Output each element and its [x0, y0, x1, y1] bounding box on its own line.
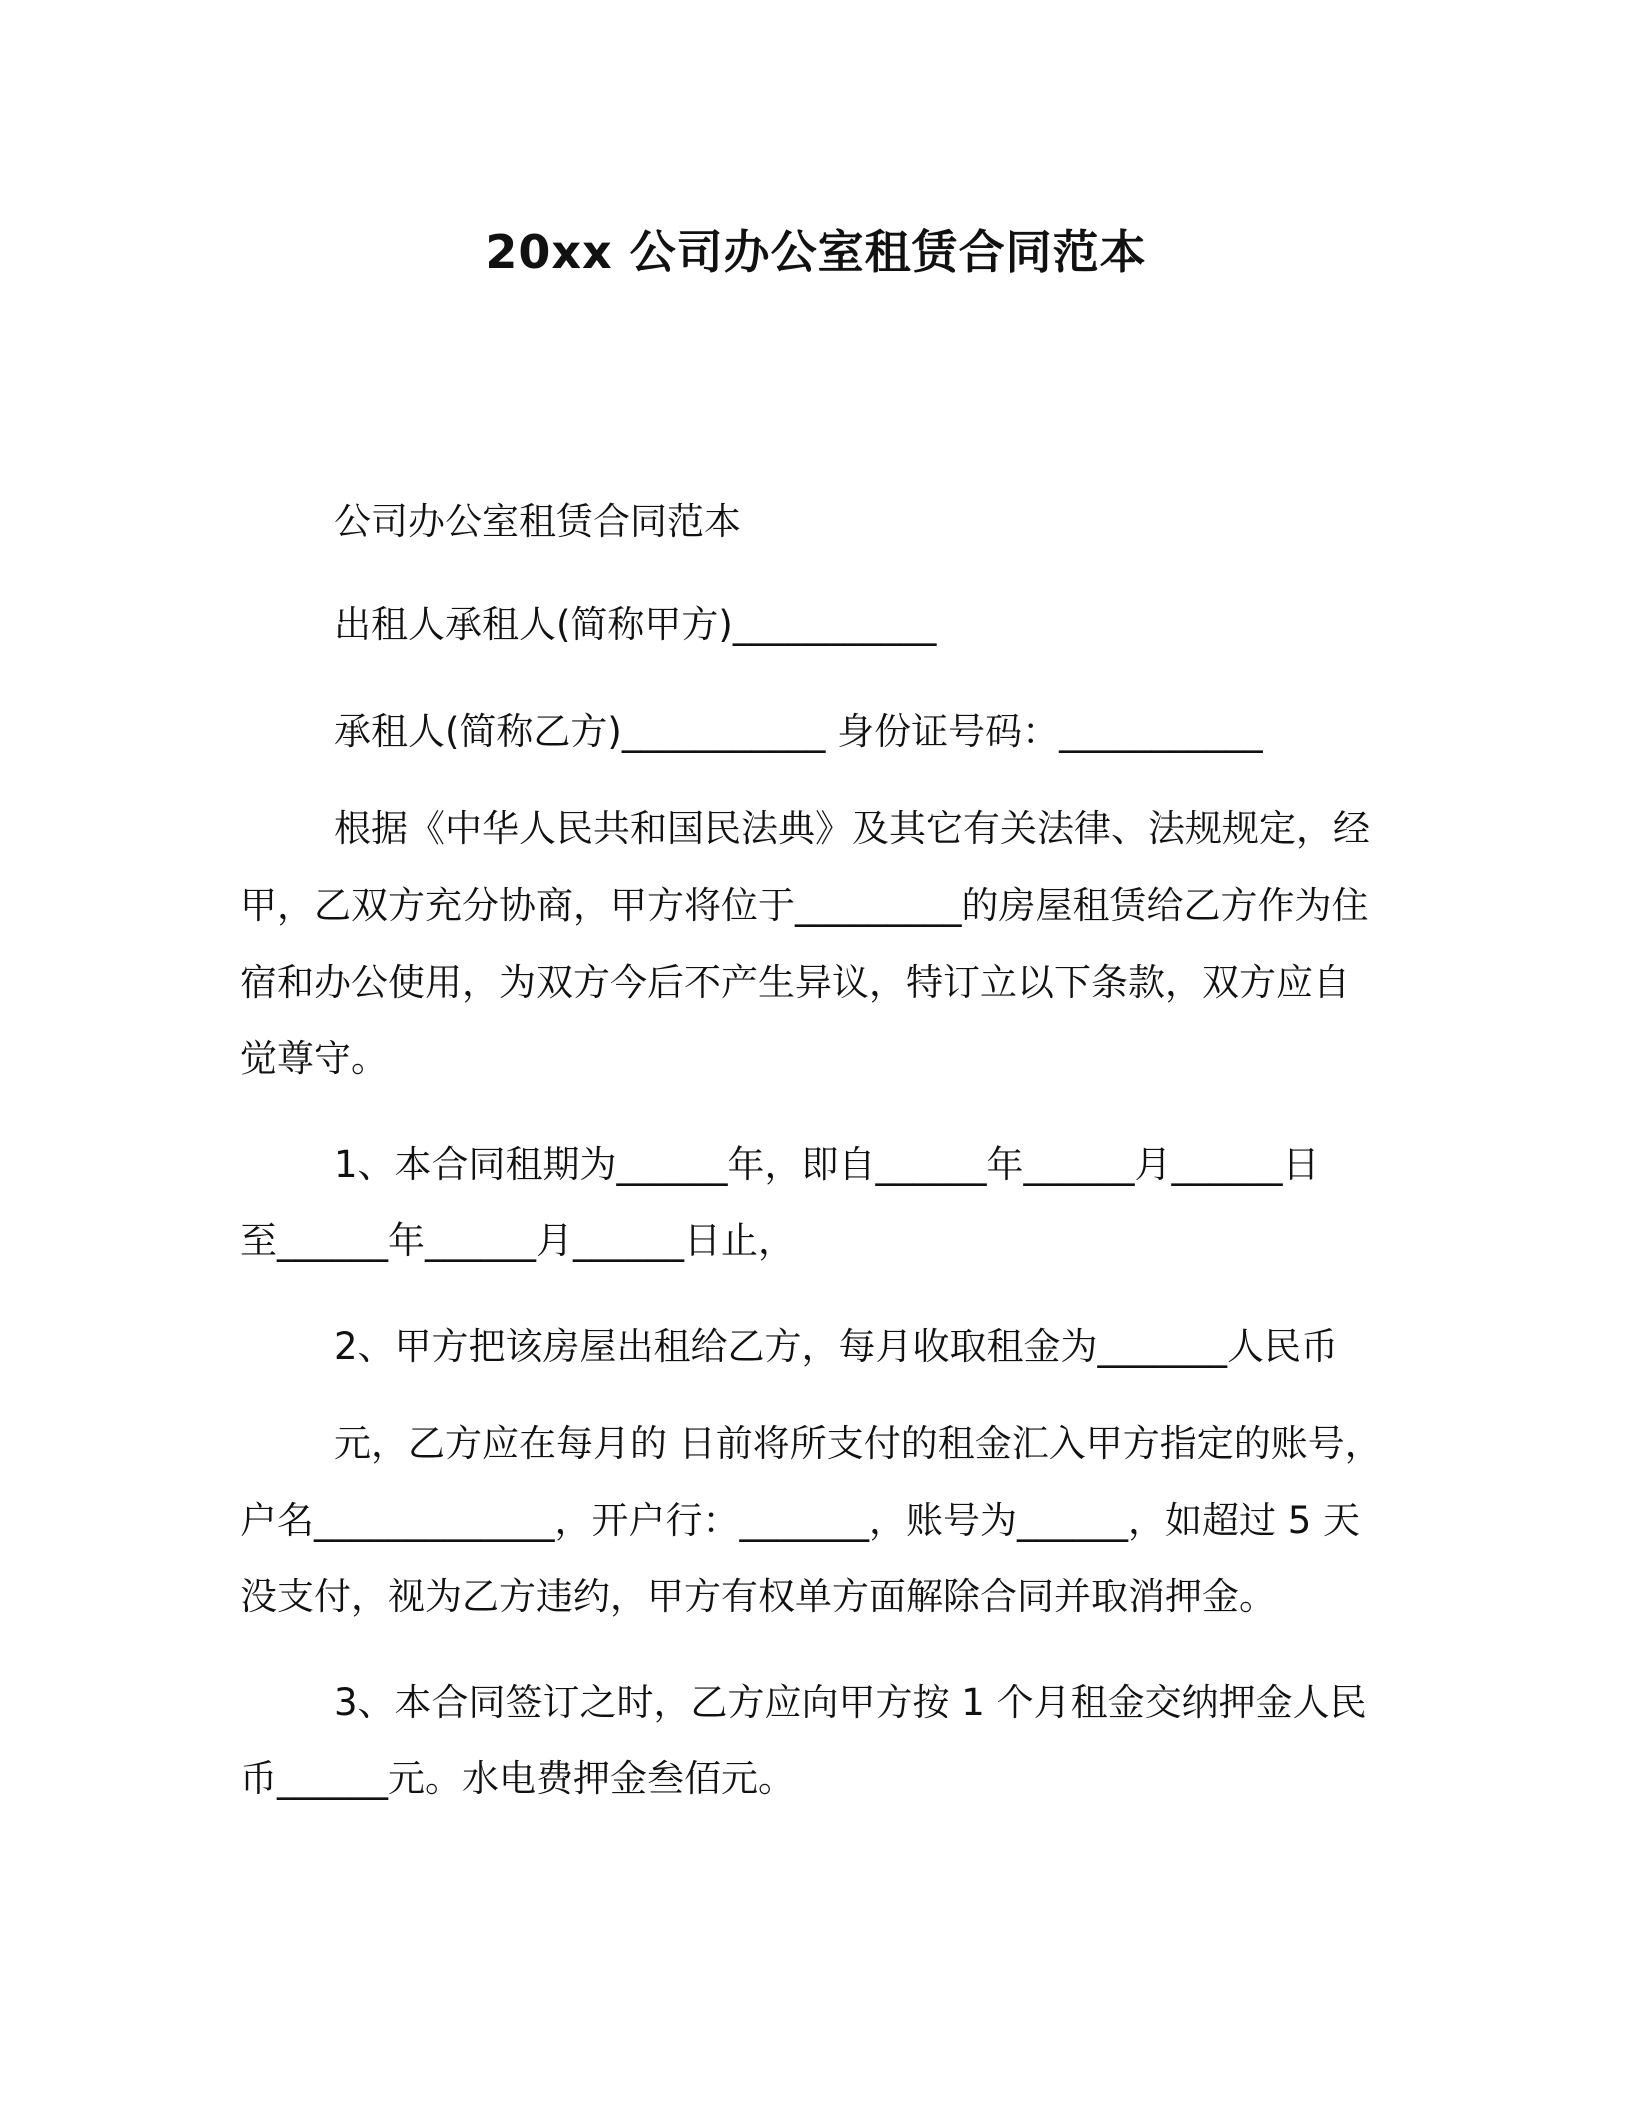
clause-2-line: 没支付，视为乙方违约，甲方有权单方面解除合同并取消押金。 [240, 1575, 1276, 1618]
paragraph-line: 甲，乙双方充分协商，甲方将位于_________的房屋租赁给乙方作为住 [240, 884, 1369, 927]
clause-2-line: 户名_____________，开户行：_______，账号为______，如超过 5 天 [240, 1499, 1361, 1542]
clause-3-line: 3、本合同签订之时，乙方应向甲方按 1 个月租金交纳押金人民 [334, 1681, 1367, 1724]
paragraph-line: 根据《中华人民共和国民法典》及其它有关法律、法规规定，经 [334, 807, 1370, 850]
clause-2-line: 元，乙方应在每月的 日前将所支付的租金汇入甲方指定的账号， [334, 1422, 1382, 1465]
clause-1-line: 1、本合同租期为______年，即自______年______月______日 [334, 1143, 1320, 1186]
paragraph-line: 宿和办公使用，为双方今后不产生异议，特订立以下条款，双方应自 [240, 961, 1350, 1004]
clause-3-line: 币______元。水电费押金叁佰元。 [240, 1757, 795, 1800]
subtitle-line: 公司办公室租赁合同范本 [334, 500, 741, 543]
clause-1-line: 至______年______月______日止， [240, 1219, 795, 1262]
party-b-line: 承租人(简称乙方)___________ 身份证号码：___________ [334, 710, 1263, 753]
clause-2-line: 2、甲方把该房屋出租给乙方，每月收取租金为_______人民币 [334, 1325, 1339, 1368]
document-title: 20xx 公司办公室租赁合同范本 [485, 225, 1147, 279]
paragraph-line: 觉尊守。 [240, 1037, 388, 1080]
party-a-line: 出租人承租人(简称甲方)___________ [334, 603, 937, 646]
